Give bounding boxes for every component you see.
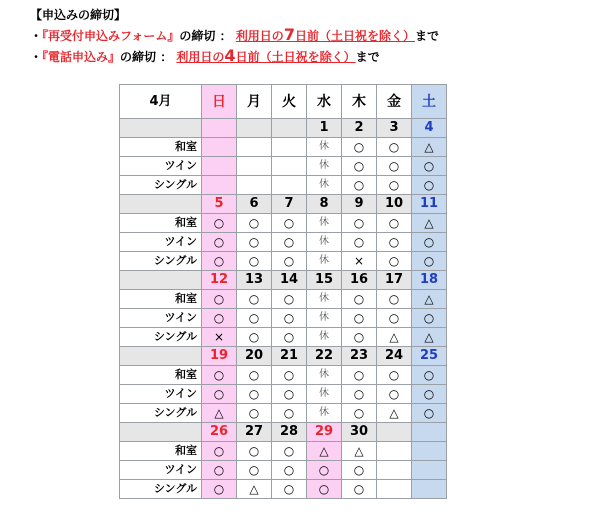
date-cell: 22: [307, 347, 342, 366]
availability-cell: ○: [377, 290, 412, 309]
availability-cell: △: [412, 290, 447, 309]
room-row: [120, 404, 447, 423]
availability-cell: ○: [342, 309, 377, 328]
date-cell: 19: [202, 347, 237, 366]
date-cell: 8: [307, 195, 342, 214]
availability-cell: ○: [272, 309, 307, 328]
availability-cell: ○: [272, 366, 307, 385]
date-cell: [377, 423, 412, 442]
deadline-pre: 利用日の: [235, 29, 284, 43]
availability-cell: 休: [307, 214, 342, 233]
date-cell: 18: [412, 271, 447, 290]
availability-cell: △: [412, 214, 447, 233]
availability-cell: ○: [377, 214, 412, 233]
availability-cell: ○: [412, 385, 447, 404]
date-row: [120, 119, 447, 138]
availability-cell: 休: [307, 385, 342, 404]
date-cell: 28: [272, 423, 307, 442]
availability-cell: ○: [342, 366, 377, 385]
deadline-end: まで: [355, 50, 380, 64]
room-row: [120, 138, 447, 157]
deadline-label: の締切 ：: [120, 50, 173, 64]
availability-cell: ○: [272, 328, 307, 347]
date-cell: 30: [342, 423, 377, 442]
availability-cell: ○: [272, 442, 307, 461]
room-type-label: 和室: [120, 138, 202, 157]
availability-cell: ○: [342, 328, 377, 347]
date-row-label: [120, 423, 202, 442]
date-cell: [202, 119, 237, 138]
date-cell: [412, 423, 447, 442]
room-row: [120, 176, 447, 195]
availability-cell: ○: [342, 157, 377, 176]
availability-cell: ○: [342, 480, 377, 499]
room-type-label: ツイン: [120, 385, 202, 404]
availability-cell: ○: [412, 309, 447, 328]
date-cell: 10: [377, 195, 412, 214]
availability-cell: ×: [202, 328, 237, 347]
date-cell: [237, 119, 272, 138]
availability-cell: △: [412, 328, 447, 347]
availability-cell: ○: [307, 480, 342, 499]
availability-cell: 休: [307, 366, 342, 385]
deadline-label: の締切 ：: [179, 29, 232, 43]
date-cell: 26: [202, 423, 237, 442]
availability-cell: ○: [237, 461, 272, 480]
availability-cell: ○: [342, 176, 377, 195]
availability-cell: ○: [272, 385, 307, 404]
availability-cell: ○: [272, 461, 307, 480]
room-type-label: 和室: [120, 214, 202, 233]
deadline-days: 4: [224, 46, 236, 65]
date-cell: 4: [412, 119, 447, 138]
room-type-label: シングル: [120, 252, 202, 271]
availability-cell: ○: [272, 214, 307, 233]
availability-cell: ○: [377, 385, 412, 404]
availability-cell: [412, 442, 447, 461]
page-heading: 【申込みの締切】: [30, 8, 127, 22]
availability-cell: ○: [272, 252, 307, 271]
availability-cell: ○: [237, 252, 272, 271]
weekday-4: 木: [342, 85, 377, 119]
deadline-pre: 利用日の: [176, 50, 225, 64]
availability-cell: [202, 138, 237, 157]
availability-cell: [272, 157, 307, 176]
room-row: [120, 157, 447, 176]
form-name: 『再受付申込みフォーム』: [42, 29, 180, 43]
availability-cell: ○: [377, 252, 412, 271]
date-cell: 5: [202, 195, 237, 214]
availability-cell: [202, 176, 237, 195]
weekday-1: 月: [237, 85, 272, 119]
availability-cell: ○: [272, 233, 307, 252]
room-type-label: シングル: [120, 328, 202, 347]
availability-calendar: [119, 84, 447, 499]
date-cell: 27: [237, 423, 272, 442]
date-cell: 17: [377, 271, 412, 290]
availability-cell: ○: [272, 404, 307, 423]
availability-cell: ○: [342, 214, 377, 233]
deadline-note-reform: [30, 25, 439, 44]
date-row-label: [120, 347, 202, 366]
room-type-label: ツイン: [120, 309, 202, 328]
date-cell: 14: [272, 271, 307, 290]
date-row: [120, 423, 447, 442]
availability-cell: ○: [237, 290, 272, 309]
availability-cell: ○: [342, 233, 377, 252]
availability-cell: △: [307, 442, 342, 461]
room-type-label: シングル: [120, 176, 202, 195]
date-cell: 12: [202, 271, 237, 290]
room-row: [120, 328, 447, 347]
availability-cell: ○: [412, 157, 447, 176]
room-row: [120, 461, 447, 480]
availability-cell: ○: [237, 366, 272, 385]
availability-cell: ○: [377, 176, 412, 195]
availability-cell: ○: [412, 366, 447, 385]
availability-cell: ○: [412, 252, 447, 271]
room-row: [120, 214, 447, 233]
availability-cell: ○: [202, 366, 237, 385]
date-cell: 13: [237, 271, 272, 290]
date-cell: 6: [237, 195, 272, 214]
availability-cell: ○: [377, 309, 412, 328]
weekday-6: 土: [412, 85, 447, 119]
availability-cell: 休: [307, 290, 342, 309]
availability-cell: ○: [412, 404, 447, 423]
availability-cell: 休: [307, 328, 342, 347]
availability-cell: ○: [237, 233, 272, 252]
availability-cell: [202, 157, 237, 176]
month-label: 4月: [120, 85, 202, 119]
availability-cell: 休: [307, 233, 342, 252]
availability-cell: ○: [237, 328, 272, 347]
availability-cell: 休: [307, 176, 342, 195]
date-cell: [272, 119, 307, 138]
availability-cell: [412, 480, 447, 499]
availability-cell: ○: [202, 290, 237, 309]
availability-cell: [377, 461, 412, 480]
availability-cell: [237, 176, 272, 195]
weekday-header-row: [120, 85, 447, 119]
availability-cell: 休: [307, 157, 342, 176]
date-cell: 15: [307, 271, 342, 290]
availability-cell: ○: [377, 157, 412, 176]
availability-cell: ○: [237, 442, 272, 461]
room-row: [120, 480, 447, 499]
availability-cell: [377, 442, 412, 461]
room-type-label: 和室: [120, 366, 202, 385]
deadline-post: 日前（土日祝を除く）: [294, 29, 415, 43]
room-type-label: シングル: [120, 480, 202, 499]
room-type-label: 和室: [120, 442, 202, 461]
date-cell: 25: [412, 347, 447, 366]
availability-cell: [412, 461, 447, 480]
bullet: ・: [30, 29, 43, 43]
availability-cell: 休: [307, 309, 342, 328]
availability-cell: ○: [202, 480, 237, 499]
room-type-label: ツイン: [120, 157, 202, 176]
availability-cell: ○: [342, 461, 377, 480]
deadline-days: 7: [283, 25, 295, 44]
availability-cell: ○: [237, 385, 272, 404]
availability-cell: [272, 138, 307, 157]
weekday-0: 日: [202, 85, 237, 119]
availability-cell: 休: [307, 138, 342, 157]
date-row: [120, 195, 447, 214]
date-cell: 7: [272, 195, 307, 214]
date-row-label: [120, 271, 202, 290]
availability-cell: ○: [377, 366, 412, 385]
date-row: [120, 347, 447, 366]
room-row: [120, 290, 447, 309]
room-type-label: シングル: [120, 404, 202, 423]
date-cell: 21: [272, 347, 307, 366]
availability-cell: ○: [202, 385, 237, 404]
availability-cell: ×: [342, 252, 377, 271]
availability-cell: ○: [272, 480, 307, 499]
availability-cell: ○: [237, 309, 272, 328]
availability-cell: ○: [237, 404, 272, 423]
availability-cell: ○: [202, 442, 237, 461]
weekday-5: 金: [377, 85, 412, 119]
deadline-end: まで: [414, 29, 439, 43]
availability-cell: [272, 176, 307, 195]
date-cell: 11: [412, 195, 447, 214]
availability-cell: ○: [342, 290, 377, 309]
date-cell: 16: [342, 271, 377, 290]
availability-cell: ○: [202, 214, 237, 233]
date-cell: 23: [342, 347, 377, 366]
availability-cell: △: [237, 480, 272, 499]
availability-cell: ○: [412, 233, 447, 252]
date-cell: 1: [307, 119, 342, 138]
date-cell: 9: [342, 195, 377, 214]
availability-cell: △: [342, 442, 377, 461]
deadline-value: [235, 25, 415, 44]
availability-cell: [237, 157, 272, 176]
availability-cell: ○: [307, 461, 342, 480]
availability-cell: ○: [412, 176, 447, 195]
date-cell: 29: [307, 423, 342, 442]
availability-cell: ○: [237, 214, 272, 233]
availability-cell: ○: [202, 233, 237, 252]
weekday-2: 火: [272, 85, 307, 119]
availability-cell: ○: [202, 461, 237, 480]
availability-cell: ○: [202, 309, 237, 328]
room-type-label: ツイン: [120, 233, 202, 252]
room-row: [120, 385, 447, 404]
availability-cell: [377, 480, 412, 499]
availability-cell: ○: [272, 290, 307, 309]
room-type-label: ツイン: [120, 461, 202, 480]
availability-cell: ○: [342, 385, 377, 404]
form-name: 『電話申込み』: [42, 50, 121, 64]
availability-cell: ○: [342, 138, 377, 157]
date-row-label: [120, 119, 202, 138]
date-cell: 20: [237, 347, 272, 366]
availability-cell: △: [377, 404, 412, 423]
date-cell: 24: [377, 347, 412, 366]
deadline-value: [176, 46, 356, 65]
date-cell: 3: [377, 119, 412, 138]
availability-cell: △: [202, 404, 237, 423]
availability-cell: ○: [377, 233, 412, 252]
room-row: [120, 309, 447, 328]
availability-cell: 休: [307, 252, 342, 271]
availability-cell: ○: [342, 404, 377, 423]
date-row: [120, 271, 447, 290]
availability-cell: ○: [202, 252, 237, 271]
availability-cell: ○: [377, 138, 412, 157]
room-row: [120, 366, 447, 385]
availability-cell: [237, 138, 272, 157]
bullet: ・: [30, 50, 43, 64]
deadline-post: 日前（土日祝を除く）: [235, 50, 356, 64]
room-row: [120, 252, 447, 271]
availability-cell: △: [377, 328, 412, 347]
availability-cell: △: [412, 138, 447, 157]
deadline-note-phone: [30, 46, 380, 65]
availability-cell: 休: [307, 404, 342, 423]
weekday-3: 水: [307, 85, 342, 119]
date-row-label: [120, 195, 202, 214]
room-row: [120, 233, 447, 252]
room-type-label: 和室: [120, 290, 202, 309]
date-cell: 2: [342, 119, 377, 138]
room-row: [120, 442, 447, 461]
